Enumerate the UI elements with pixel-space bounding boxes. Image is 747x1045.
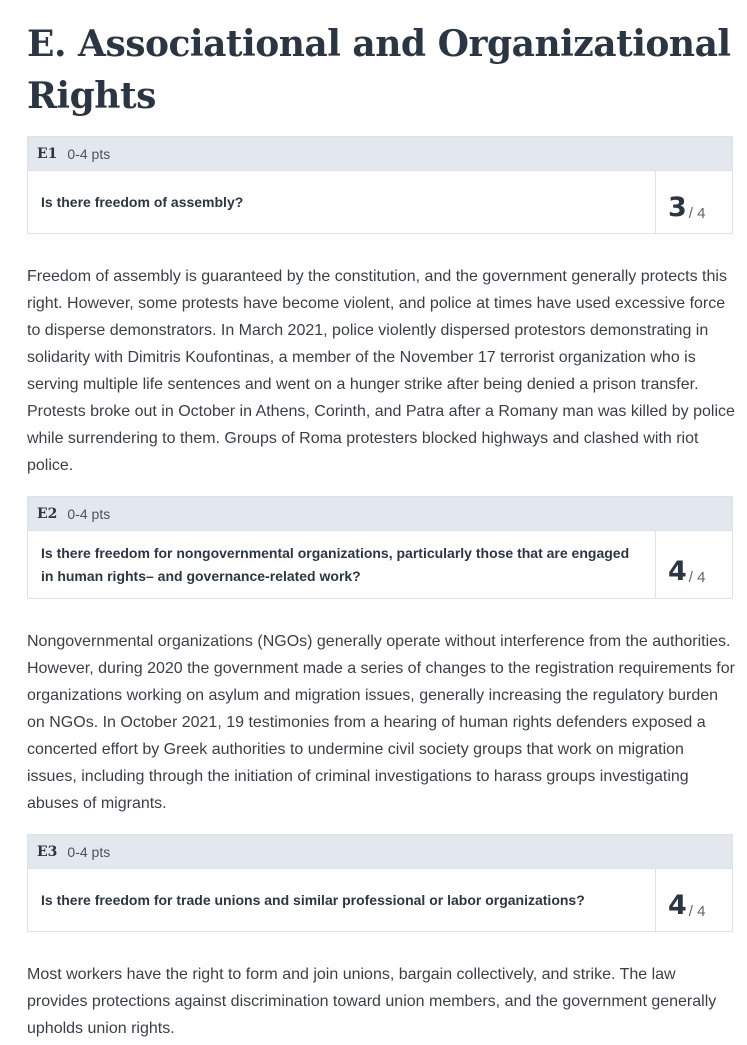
indicator-score bbox=[656, 869, 732, 931]
indicator-question: Is there freedom of assembly? bbox=[28, 171, 656, 233]
indicator-e1 bbox=[27, 136, 733, 234]
indicator-question: Is there freedom for trade unions and similar professional or labor organizations? bbox=[28, 869, 656, 931]
narrative-e2: Nongovernmental organizations (NGOs) generally operate without interference from the authorities. However, during 2020 the government made a series of changes to the registration requirements for organizations working on asylum and migration issues, generally increasing the regulatory burden on NGOs. In October 2021, 19 testimonies from a hearing of human rights defenders exposed a concerted effort by Greek authorities to undermine civil society groups that work on migration issues, including through the initiation of criminal investigations to harass groups investigating abuses of migrants. bbox=[27, 633, 735, 812]
indicator-header bbox=[28, 835, 732, 869]
indicator-body bbox=[28, 869, 732, 931]
score-max: / 4 bbox=[688, 569, 706, 586]
score-value: 4 bbox=[668, 890, 687, 921]
indicator-body bbox=[28, 171, 732, 233]
score-max: / 4 bbox=[688, 205, 706, 222]
indicator-points-range: 0-4 pts bbox=[67, 145, 111, 162]
score-value: 4 bbox=[668, 556, 687, 587]
narrative-e1: Freedom of assembly is guaranteed by the constitution, and the government generally protects this right. However, some protests have become violent, and police at times have used excessive force to disperse demonstrators. In March 2021, police violently dispersed protestors demonstrating in solidarity with Dimitris Koufontinas, a member of the November 17 terrorist organization who is serving multiple life sentences and went on a hunger strike after being denied a prison transfer. Protests broke out in October in Athens, Corinth, and Patra after a Romany man was killed by police while surrendering to them. Groups of Roma protesters blocked highways and clashed with riot police. bbox=[27, 268, 735, 474]
indicator-header bbox=[28, 137, 732, 171]
indicator-points-range: 0-4 pts bbox=[67, 505, 111, 522]
indicator-header bbox=[28, 497, 732, 531]
indicator-body bbox=[28, 531, 732, 598]
section-title: E. Associational and Organizational Rights bbox=[27, 23, 731, 117]
indicator-code: E3 bbox=[37, 843, 58, 860]
indicator-e2 bbox=[27, 496, 733, 599]
indicator-score bbox=[656, 531, 732, 598]
indicator-code: E1 bbox=[37, 145, 58, 162]
indicator-points-range: 0-4 pts bbox=[67, 843, 111, 860]
indicator-code: E2 bbox=[37, 505, 58, 522]
narrative-e3: Most workers have the right to form and join unions, bargain collectively, and strike. The law provides protections against discrimination toward union members, and the government generally upholds union rights. bbox=[27, 966, 717, 1037]
indicator-e3 bbox=[27, 834, 733, 932]
score-max: / 4 bbox=[688, 903, 706, 920]
score-value: 3 bbox=[668, 192, 687, 223]
indicator-score bbox=[656, 171, 732, 233]
indicator-question: Is there freedom for nongovernmental organizations, particularly those that are engaged in human rights– and governance-related work? bbox=[28, 531, 656, 598]
page-content bbox=[27, 0, 735, 1037]
